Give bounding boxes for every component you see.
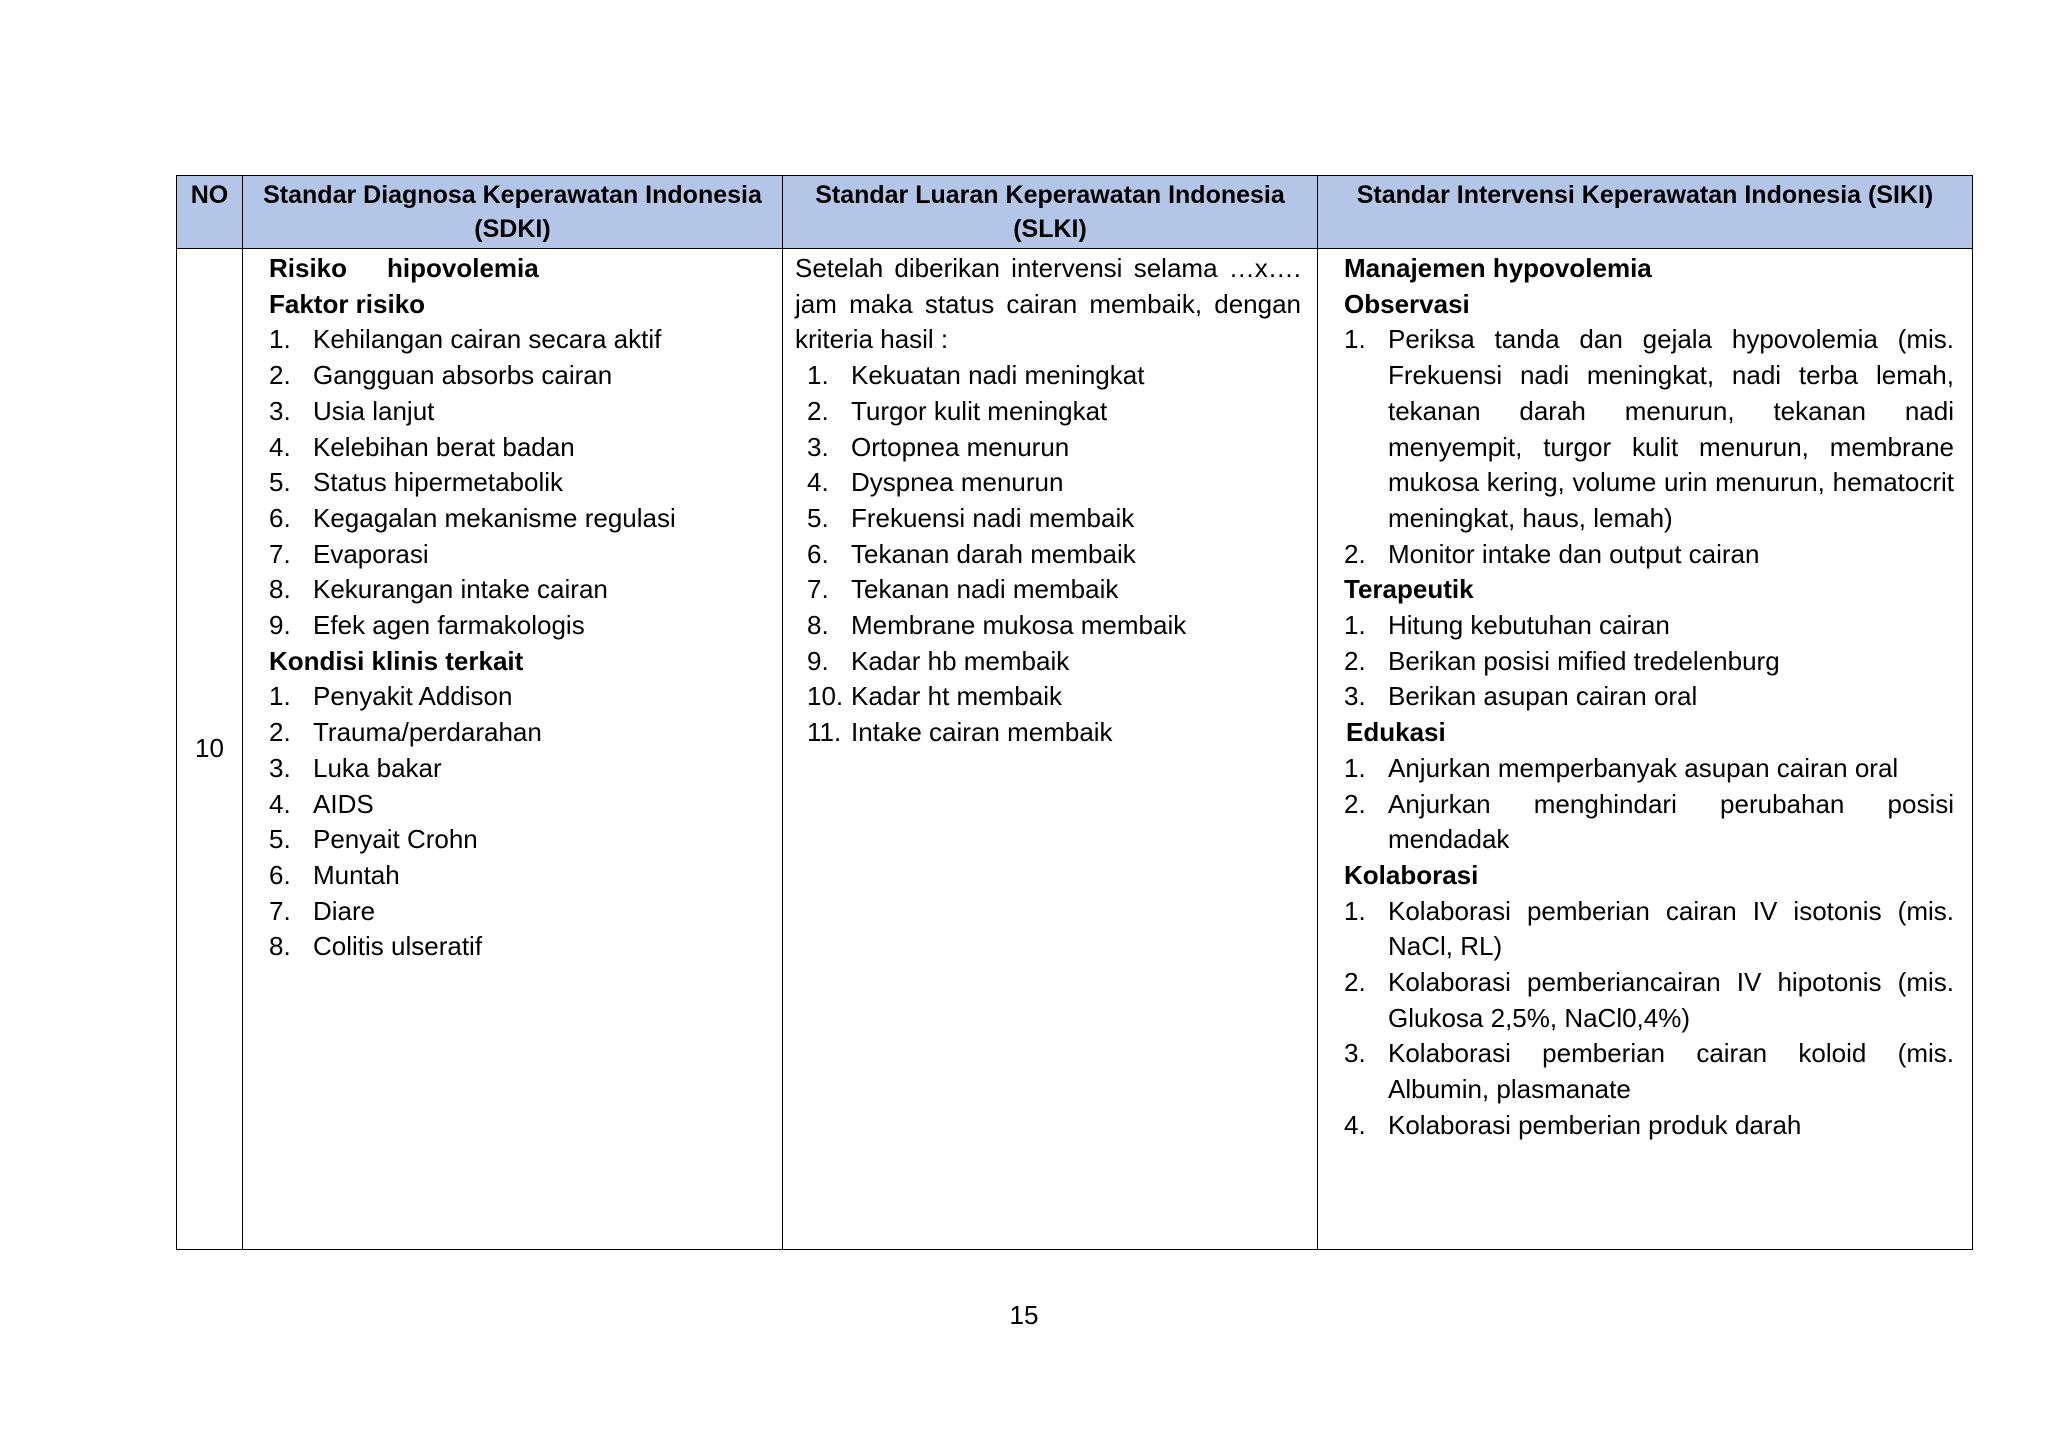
list-item: 11. Intake cairan membaik: [807, 717, 1113, 748]
list-item: 8. Membrane mukosa membaik: [807, 610, 1187, 641]
nursing-standards-table: [176, 175, 1973, 1250]
edukasi-heading: Edukasi: [1346, 717, 1446, 748]
list-item: 2. Kolaborasi pemberiancairan IV hipotonis (mis. Glukosa 2,5%, NaCl0,4%): [1344, 967, 1954, 1033]
list-item: 7. Evaporasi: [269, 538, 429, 569]
list-item: 5. Penyait Crohn: [269, 824, 478, 855]
list-item: 4. AIDS: [269, 788, 374, 819]
kolaborasi-list: [1344, 894, 1954, 1144]
list-item: 4. Dyspnea menurun: [807, 467, 1064, 498]
clinical-conditions-list: [269, 679, 764, 965]
clinical-conditions-heading: Kondisi klinis terkait: [269, 645, 524, 676]
risk-factors-list: [269, 322, 764, 643]
list-item: 5. Frekuensi nadi membaik: [807, 502, 1135, 533]
list-item: 7. Diare: [269, 895, 376, 926]
list-item: 1. Anjurkan memperbanyak asupan cairan oral: [1344, 752, 1899, 783]
list-item: 6. Tekanan darah membaik: [807, 538, 1136, 569]
sdki-diagnosis-title: [269, 251, 764, 287]
list-item: 6. Kegagalan mekanisme regulasi: [269, 502, 676, 533]
list-item: 1. Kolaborasi pemberian cairan IV isotonis (mis. NaCl, RL): [1344, 895, 1954, 962]
list-item: 2. Turgor kulit meningkat: [807, 395, 1108, 426]
slki-criteria-list: [795, 358, 1301, 751]
list-item: 3. Berikan asupan cairan oral: [1344, 681, 1698, 712]
list-item: 8. Kekurangan intake cairan: [269, 574, 608, 605]
sdki-cell: [243, 249, 783, 1250]
list-item: 3. Kolaborasi pemberian cairan koloid (mis. Albumin, plasmanate: [1344, 1038, 1954, 1105]
list-item: 1. Kekuatan nadi meningkat: [807, 360, 1145, 391]
siki-title: Manajemen hypovolemia: [1344, 253, 1652, 283]
list-item: 1. Penyakit Addison: [269, 681, 513, 712]
terapeutik-list: [1344, 608, 1954, 715]
list-item: 1. Periksa tanda dan gejala hypovolemia (mis. Frekuensi nadi meningkat, nadi terba lemah, tekanan darah menurun, tekanan nadi menyempit, turgor kulit menurun, membrane mukosa kering, volume urin menurun, hematocrit meningkat, haus, lemah): [1344, 324, 1954, 533]
list-item: 3. Ortopnea menurun: [807, 431, 1070, 462]
sdki-diagnosis-word1: Risiko: [269, 253, 348, 283]
siki-cell: [1318, 249, 1973, 1250]
kolaborasi-heading: Kolaborasi: [1344, 859, 1479, 890]
list-item: 10. Kadar ht membaik: [807, 681, 1062, 712]
list-item: 8. Colitis ulseratif: [269, 931, 483, 962]
risk-factors-heading: Faktor risiko: [269, 288, 426, 319]
list-item: 9. Efek agen farmakologis: [269, 610, 585, 641]
list-item: 3. Luka bakar: [269, 752, 442, 783]
terapeutik-heading: Terapeutik: [1344, 574, 1474, 605]
row-number: 10: [177, 249, 243, 1250]
list-item: 1. Kehilangan cairan secara aktif: [269, 324, 662, 355]
list-item: 4. Kelebihan berat badan: [269, 431, 575, 462]
header-no: NO: [177, 176, 243, 249]
list-item: 3. Usia lanjut: [269, 395, 435, 426]
sdki-diagnosis-word2: hipovolemia: [387, 253, 539, 283]
observasi-list: [1344, 322, 1954, 572]
list-item: 5. Status hipermetabolik: [269, 467, 564, 498]
list-item: 9. Kadar hb membaik: [807, 645, 1070, 676]
list-item: 2. Berikan posisi mified tredelenburg: [1344, 645, 1780, 676]
list-item: 7. Tekanan nadi membaik: [807, 574, 1119, 605]
slki-intro: Setelah diberikan intervensi selama …x…. jam maka status cairan membaik, dengan kriteria hasil :: [795, 253, 1301, 355]
edukasi-list: [1344, 751, 1954, 858]
list-item: 1. Hitung kebutuhan cairan: [1344, 610, 1670, 641]
table-header-row: [177, 176, 1973, 249]
list-item: 4. Kolaborasi pemberian produk darah: [1344, 1109, 1802, 1140]
table-row: [177, 249, 1973, 1250]
observasi-heading: Observasi: [1344, 288, 1470, 319]
header-siki: Standar Intervensi Keperawatan Indonesia (SIKI): [1318, 176, 1973, 249]
list-item: 2. Trauma/perdarahan: [269, 717, 542, 748]
header-slki: Standar Luaran Keperawatan Indonesia (SLKI): [783, 176, 1318, 249]
list-item: 2. Monitor intake dan output cairan: [1344, 538, 1760, 569]
list-item: 2. Anjurkan menghindari perubahan posisi mendadak: [1344, 788, 1954, 855]
slki-cell: [783, 249, 1318, 1250]
list-item: 2. Gangguan absorbs cairan: [269, 360, 613, 391]
page-number: 15: [1009, 1300, 1039, 1330]
list-item: 6. Muntah: [269, 859, 400, 890]
header-sdki: Standar Diagnosa Keperawatan Indonesia (SDKI): [243, 176, 783, 249]
